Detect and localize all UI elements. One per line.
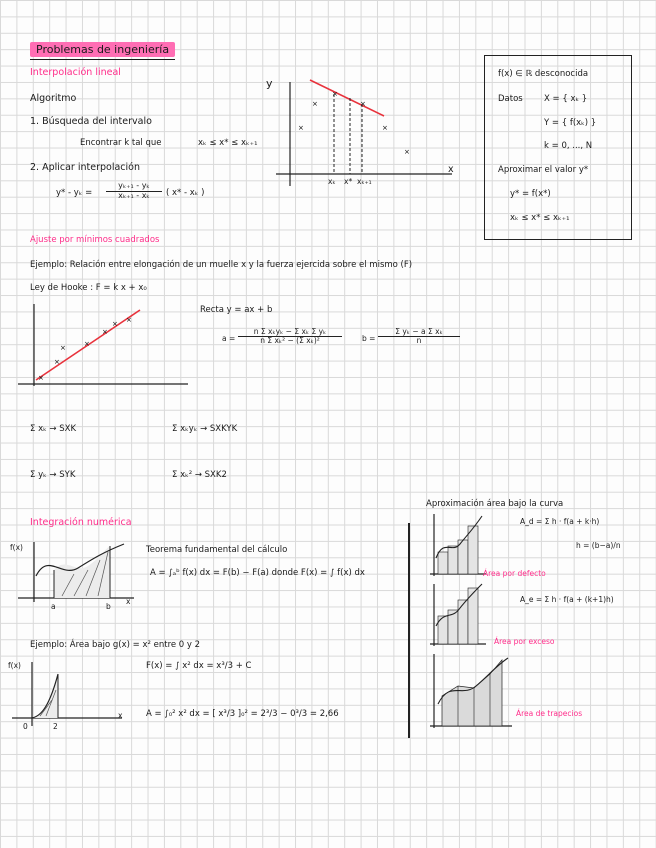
interp-graph-xk: xₖ	[328, 177, 336, 186]
example-graph-x: x	[118, 711, 123, 720]
box-condition: xₖ ≤ x* ≤ xₖ₊₁	[510, 213, 570, 223]
interp-formula-num: yₖ₊₁ - yₖ	[106, 182, 162, 192]
step2: 2. Aplicar interpolación	[30, 162, 140, 173]
sum-yk: Σ yₖ → SYK	[30, 470, 76, 480]
svg-text:×: ×	[404, 148, 410, 156]
interp-formula-rhs: ( x* - xₖ )	[166, 188, 205, 198]
interp-graph-ylabel: y	[266, 77, 273, 90]
box-line1: f(x) ∈ ℝ desconocida	[498, 69, 589, 79]
least-squares-graph	[14, 304, 190, 388]
svg-text:×: ×	[360, 100, 366, 108]
box-x-set: X = { xₖ }	[544, 94, 588, 104]
formula-ad: A_d = Σ h · f(a + k·h)	[520, 517, 600, 526]
theorem-formula: A = ∫ₐᵇ f(x) dx = F(b) − F(a) donde F(x) = ∫ f(x) dx	[150, 568, 365, 578]
integration-graph-b: b	[106, 602, 111, 611]
a-den: n Σ xₖ² − (Σ xₖ)²	[260, 336, 320, 346]
integration-graph-x: x	[126, 597, 131, 606]
box-y-set: Y = { f(xₖ) }	[544, 118, 597, 128]
a-num: n Σ xₖyₖ − Σ xₖ Σ yₖ	[238, 328, 342, 337]
algorithm-label: Algoritmo	[30, 93, 77, 104]
label-area-trapecios: Área de trapecios	[516, 709, 583, 718]
example-graph-fx: f(x)	[8, 661, 21, 670]
recta-label: Recta y = ax + b	[200, 305, 273, 315]
integration-graph	[14, 540, 138, 610]
box-datos: Datos	[498, 94, 523, 104]
svg-text:×: ×	[38, 374, 44, 382]
example-graph-0: 0	[23, 722, 28, 731]
a-fraction	[238, 328, 342, 346]
box-approx: Aproximar el valor y*	[498, 165, 589, 175]
b-num: Σ yₖ − a Σ xₖ	[378, 328, 460, 337]
trapezoid-graph	[428, 652, 514, 732]
interp-graph-xk1: xₖ₊₁	[357, 177, 372, 186]
interp-graph-xstar: x*	[344, 177, 353, 186]
svg-text:×: ×	[332, 90, 338, 98]
lower-sum-graph	[428, 512, 488, 580]
approx-heading: Aproximación área bajo la curva	[426, 499, 564, 509]
svg-text:×: ×	[126, 316, 132, 324]
b-den: n	[416, 336, 422, 346]
b-fraction	[378, 328, 460, 346]
section-divider	[408, 523, 410, 738]
integration-graph-a: a	[51, 602, 56, 611]
svg-text:×: ×	[112, 320, 118, 328]
step1-detail: Encontrar k tal que	[80, 138, 162, 148]
label-area-exceso: Área por exceso	[494, 637, 555, 646]
sum-xk: Σ xₖ → SXK	[30, 424, 77, 434]
least-squares-example: Ejemplo: Relación entre elongación de un muelle x y la fuerza ejercida sobre el mismo (F)	[30, 260, 413, 270]
sum-xkyk: Σ xₖyₖ → SXKYK	[172, 424, 238, 434]
antiderivative: F(x) = ∫ x² dx = x³/3 + C	[146, 661, 252, 671]
theorem-title: Teorema fundamental del cálculo	[146, 545, 288, 555]
interp-formula-lhs: y* - yₖ =	[56, 188, 93, 198]
integration-graph-fx: f(x)	[10, 543, 23, 552]
svg-text:×: ×	[54, 358, 60, 366]
least-squares-heading: Ajuste por mínimos cuadrados	[30, 235, 160, 245]
step1: 1. Búsqueda del intervalo	[30, 116, 152, 127]
interp-formula-den: xₖ₊₁ - xₖ	[118, 190, 150, 200]
upper-sum-graph	[428, 582, 488, 650]
formula-h: h = (b−a)/n	[576, 541, 621, 550]
integration-heading: Integración numérica	[30, 517, 132, 528]
example-graph-2: 2	[53, 722, 58, 731]
sum-xk2: Σ xₖ² → SXK2	[172, 470, 227, 480]
page-title: Problemas de ingeniería	[30, 42, 175, 57]
integration-example: Ejemplo: Área bajo g(x) = x² entre 0 y 2	[30, 640, 201, 650]
box-k-range: k = 0, ..., N	[544, 141, 593, 151]
svg-text:×: ×	[298, 124, 304, 132]
interp-formula-fraction	[106, 182, 162, 201]
step1-condition: xₖ ≤ x* ≤ xₖ₊₁	[198, 138, 258, 148]
svg-text:×: ×	[312, 100, 318, 108]
interp-graph-xlabel: x	[448, 164, 454, 175]
area-result: A = ∫₀² x² dx = [ x³/3 ]₀² = 2³/3 − 0³/3 = 2,66	[146, 709, 339, 719]
svg-text:×: ×	[382, 124, 388, 132]
box-y-star: y* = f(x*)	[510, 189, 551, 199]
label-area-defecto: Área por defecto	[483, 569, 546, 578]
hooke-law: Ley de Hooke : F = k x + x₀	[30, 283, 147, 293]
svg-text:×: ×	[60, 344, 66, 352]
example-graph	[10, 660, 130, 732]
formula-ae: A_e = Σ h · f(a + (k+1)h)	[520, 595, 614, 604]
a-lhs: a =	[222, 334, 236, 343]
interpolation-heading: Interpolación lineal	[30, 67, 121, 78]
svg-text:×: ×	[102, 328, 108, 336]
svg-text:×: ×	[84, 340, 90, 348]
b-lhs: b =	[362, 334, 376, 343]
